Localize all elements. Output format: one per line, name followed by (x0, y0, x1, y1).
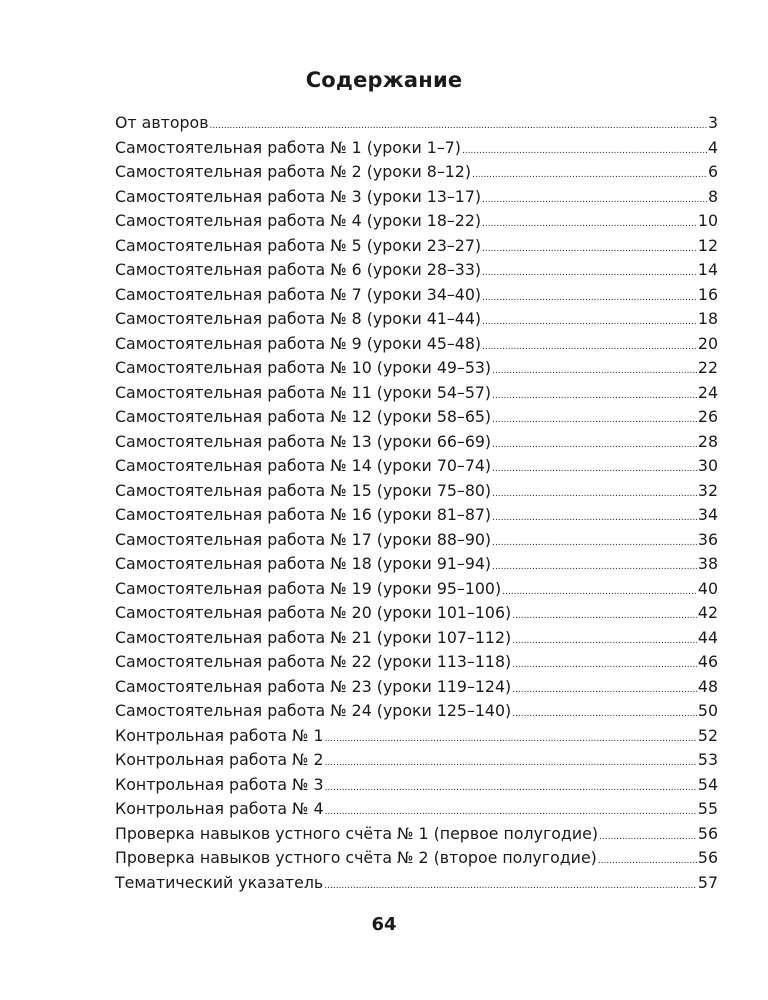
toc-entry (115, 405, 718, 430)
dot-leader (512, 653, 697, 678)
toc-entry-page: 56 (697, 823, 718, 843)
toc-entry-label: Контрольная работа № 4 (115, 799, 324, 818)
toc-entry (115, 283, 718, 308)
toc-entry-label: Самостоятельная работа № 17 (уроки 88–90) (115, 529, 492, 549)
dot-leader (482, 310, 697, 335)
toc-entry-page: 32 (697, 480, 718, 500)
toc-entry (115, 797, 718, 822)
toc-entry-label: Тематический указатель (115, 872, 324, 892)
page-title: Содержание (305, 68, 463, 92)
toc-entry (115, 479, 718, 504)
toc-entry-label: Самостоятельная работа № 3 (уроки 13–17) (115, 186, 482, 206)
toc-entry-label: Контрольная работа № 1 (115, 725, 324, 745)
toc-entry-label: От авторов (115, 113, 209, 132)
dot-leader (324, 874, 697, 899)
page-number: 64 (371, 914, 397, 935)
dot-leader (492, 408, 697, 433)
toc-entry-page: 44 (697, 627, 718, 647)
toc-entry (115, 528, 718, 553)
toc-entry (115, 209, 718, 234)
toc-entry (115, 626, 718, 651)
toc-entry-label: Самостоятельная работа № 19 (уроки 95–100) (115, 578, 502, 598)
toc-entry (115, 503, 718, 528)
dot-leader (492, 384, 697, 409)
toc-entry-label: Самостоятельная работа № 16 (уроки 81–87) (115, 505, 492, 524)
toc-entry-page: 48 (697, 676, 718, 696)
toc-entry-page: 28 (697, 431, 718, 451)
toc-entry-page: 40 (697, 578, 718, 598)
toc-entry-page: 36 (697, 529, 718, 549)
dot-leader (482, 335, 697, 360)
toc-entry (115, 185, 718, 210)
toc-entry (115, 258, 718, 283)
toc-entry-label: Самостоятельная работа № 23 (уроки 119–124) (115, 676, 512, 696)
dot-leader (512, 604, 697, 629)
toc-entry (115, 601, 718, 626)
dot-leader (325, 751, 697, 776)
toc-entry-label: Контрольная работа № 2 (115, 750, 324, 769)
toc-entry-page: 10 (697, 211, 718, 230)
toc-entry-label: Самостоятельная работа № 13 (уроки 66–69) (115, 431, 492, 451)
toc-entry-page: 30 (697, 456, 718, 475)
toc-entry-page: 57 (697, 872, 718, 892)
toc-entry-page: 22 (697, 358, 718, 377)
toc-entry-page: 56 (697, 848, 718, 867)
toc-entry-label: Самостоятельная работа № 15 (уроки 75–80) (115, 480, 492, 500)
toc-entry (115, 234, 718, 259)
toc-entry (115, 160, 718, 185)
toc-entry-label: Контрольная работа № 3 (115, 774, 324, 794)
toc-entry-page: 46 (697, 652, 718, 671)
dot-leader (482, 261, 697, 286)
toc-entry-label: Самостоятельная работа № 24 (уроки 125–140) (115, 701, 512, 720)
toc-entry-page: 4 (707, 137, 718, 157)
dot-leader (492, 482, 697, 507)
toc-entry (115, 846, 718, 871)
toc-entry (115, 111, 718, 136)
toc-entry-page: 55 (697, 799, 718, 818)
toc-entry (115, 356, 718, 381)
dot-leader (502, 580, 697, 605)
toc-entry-page: 26 (697, 407, 718, 426)
toc-entry (115, 871, 718, 896)
dot-leader (482, 212, 697, 237)
toc-entry-label: Самостоятельная работа № 4 (уроки 18–22) (115, 211, 482, 230)
dot-leader (492, 433, 697, 458)
toc-entry-label: Самостоятельная работа № 21 (уроки 107–112) (115, 627, 512, 647)
dot-leader (492, 506, 697, 531)
toc-entry-label: Самостоятельная работа № 9 (уроки 45–48) (115, 333, 482, 353)
toc-entry (115, 577, 718, 602)
toc-entry-page: 6 (707, 162, 718, 181)
toc-entry-page: 24 (697, 382, 718, 402)
toc-entry (115, 748, 718, 773)
toc-entry-label: Самостоятельная работа № 1 (уроки 1–7) (115, 137, 461, 157)
toc-entry-page: 50 (697, 701, 718, 720)
toc-entry-page: 52 (697, 725, 718, 745)
toc-entry (115, 307, 718, 332)
toc-entry (115, 332, 718, 357)
toc-entry-label: Самостоятельная работа № 5 (уроки 23–27) (115, 235, 482, 255)
toc-entry-label: Самостоятельная работа № 20 (уроки 101–106) (115, 603, 512, 622)
toc-entry-label: Самостоятельная работа № 6 (уроки 28–33) (115, 260, 482, 279)
toc-entry-page: 54 (697, 774, 718, 794)
dot-leader (512, 629, 697, 654)
dot-leader (482, 237, 697, 262)
dot-leader (482, 286, 697, 311)
toc-entry (115, 136, 718, 161)
toc-entry-label: Самостоятельная работа № 14 (уроки 70–74) (115, 456, 492, 475)
toc-entry-label: Проверка навыков устного счёта № 2 (второе полугодие) (115, 848, 597, 867)
dot-leader (482, 188, 707, 213)
toc-entry-page: 3 (707, 113, 718, 132)
dot-leader (512, 678, 697, 703)
toc-entry (115, 430, 718, 455)
toc-entry (115, 552, 718, 577)
toc-entry (115, 724, 718, 749)
dot-leader (492, 457, 697, 482)
toc-entry (115, 381, 718, 406)
dot-leader (325, 776, 697, 801)
toc-entry-page: 14 (697, 260, 718, 279)
dot-leader (472, 163, 707, 188)
table-of-contents (115, 111, 718, 895)
toc-entry-page: 34 (697, 505, 718, 524)
dot-leader (598, 849, 697, 874)
toc-entry-page: 16 (697, 284, 718, 304)
toc-entry-label: Проверка навыков устного счёта № 1 (первое полугодие) (115, 823, 599, 843)
toc-entry-page: 42 (697, 603, 718, 622)
toc-entry-label: Самостоятельная работа № 8 (уроки 41–44) (115, 309, 482, 328)
toc-entry-page: 38 (697, 554, 718, 573)
toc-entry-page: 53 (697, 750, 718, 769)
toc-entry-page: 18 (697, 309, 718, 328)
toc-entry-page: 8 (707, 186, 718, 206)
toc-entry-label: Самостоятельная работа № 7 (уроки 34–40) (115, 284, 482, 304)
dot-leader (599, 825, 697, 850)
dot-leader (512, 702, 697, 727)
dot-leader (462, 139, 707, 164)
toc-entry-label: Самостоятельная работа № 18 (уроки 91–94) (115, 554, 492, 573)
toc-entry (115, 699, 718, 724)
toc-entry-label: Самостоятельная работа № 10 (уроки 49–53) (115, 358, 492, 377)
dot-leader (492, 555, 697, 580)
toc-entry (115, 675, 718, 700)
toc-entry-page: 20 (697, 333, 718, 353)
toc-entry (115, 773, 718, 798)
toc-entry-label: Самостоятельная работа № 22 (уроки 113–118) (115, 652, 512, 671)
toc-entry (115, 650, 718, 675)
dot-leader (325, 727, 697, 752)
dot-leader (492, 359, 697, 384)
toc-entry-label: Самостоятельная работа № 12 (уроки 58–65) (115, 407, 492, 426)
toc-entry-page: 12 (697, 235, 718, 255)
toc-entry-label: Самостоятельная работа № 2 (уроки 8–12) (115, 162, 471, 181)
toc-entry (115, 822, 718, 847)
dot-leader (492, 531, 697, 556)
toc-entry-label: Самостоятельная работа № 11 (уроки 54–57) (115, 382, 492, 402)
toc-entry (115, 454, 718, 479)
